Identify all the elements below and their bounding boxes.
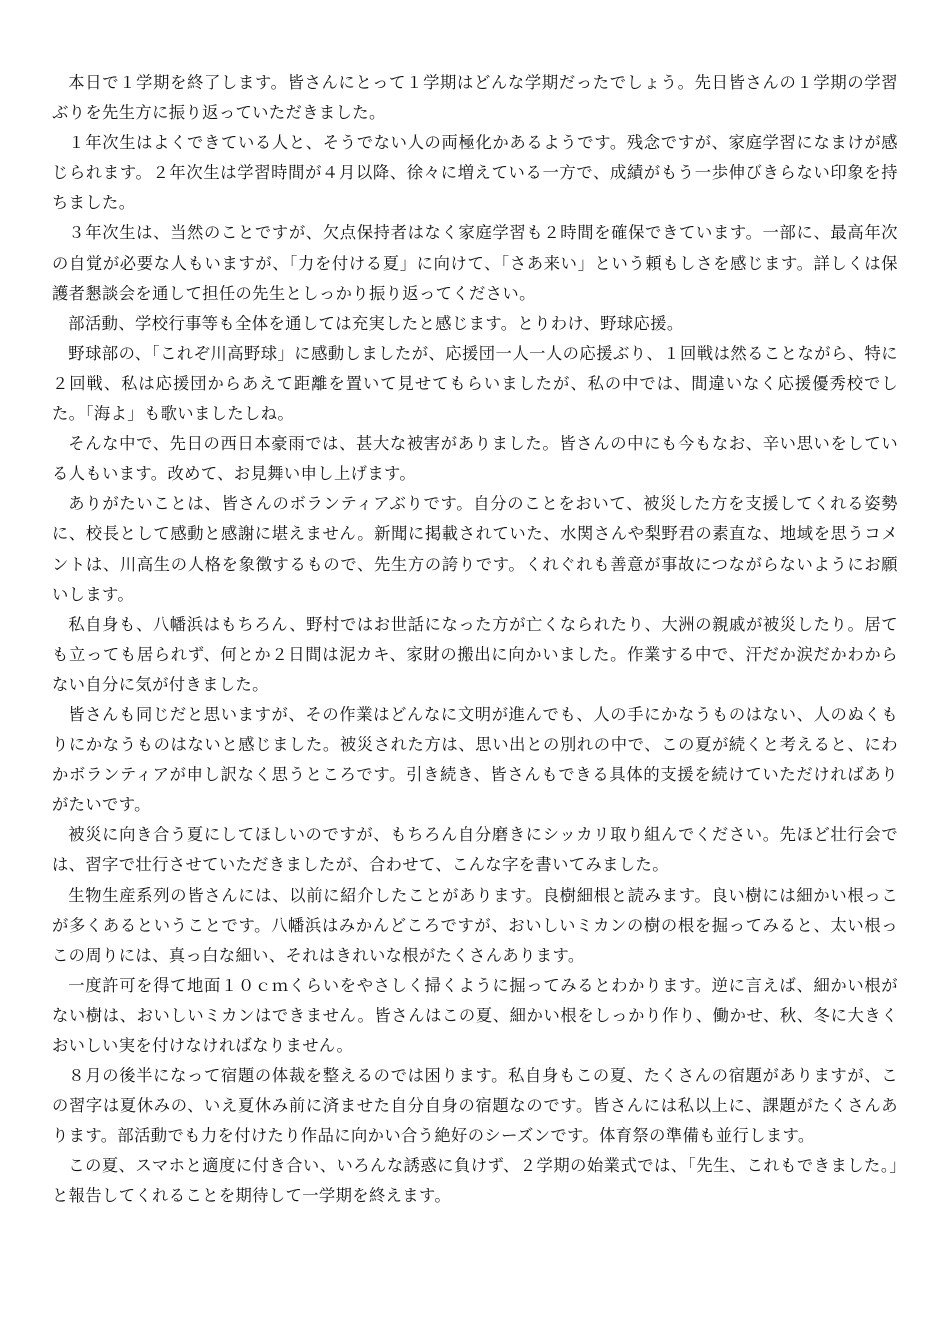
paragraph-6: そんな中で、先日の西日本豪雨では、甚大な被害がありました。皆さんの中にも今もなお、辛い思いをしている人もいます。改めて、お見舞い申し上げます。 [52, 434, 898, 484]
paragraph-11: 生物生産系列の皆さんには、以前に紹介したことがあります。良樹細根と読みます。良い樹には細かい根っこが多くあるということです。八幡浜はみかんどころですが、おいしいミカンの樹の根を掘ってみると、太い根っこの周りには、真っ白な細い、それはきれいな根がたくさんあります。 [52, 885, 898, 965]
paragraph-2: １年次生はよくできている人と、そうでない人の両極化かあるようです。残念ですが、家庭学習になまけが感じられます。２年次生は学習時間が４月以降、徐々に増えている一方で、成績がもう一歩伸びきらない印象を持ちました。 [52, 133, 898, 213]
document-body [52, 68, 898, 1212]
paragraph-4: 部活動、学校行事等も全体を通しては充実したと感じます。とりわけ、野球応援。 [68, 313, 684, 333]
paragraph-9: 皆さんも同じだと思いますが、その作業はどんなに文明が進んでも、人の手にかなうものはない、人のぬくもりにかなうものはないと感じました。被災された方は、思い出との別れの中で、この夏が続くと考えると、にわかボランティアが申し訳なく思うところです。引き続き、皆さんもできる具体的支援を続けていただければありがたいです。 [52, 704, 898, 815]
paragraph-8: 私自身も、八幡浜はもちろん、野村ではお世話になった方が亡くなられたり、大洲の親戚が被災したり。居ても立っても居られず、何とか２日間は泥カキ、家財の搬出に向かいました。作業する中で、汗だか涙だかわからない自分に気が付きました。 [52, 614, 898, 694]
paragraph-14: この夏、スマホと適度に付き合い、いろんな誘惑に負けず、２学期の始業式では、「先生、これもできました。」と報告してくれることを期待して一学期を終えます。 [52, 1156, 898, 1206]
paragraph-7: ありがたいことは、皆さんのボランティアぶりです。自分のことをおいて、被災した方を支援してくれる姿勢に、校長として感動と感謝に堪えません。新聞に掲載されていた、水関さんや梨野君の素直な、地域を思うコメントは、川高生の人格を象徴するもので、先生方の誇りです。くれぐれも善意が事故につながらないようにお願いします。 [52, 494, 898, 604]
paragraph-5: 野球部の、「これぞ川高野球」に感動しましたが、応援団一人一人の応援ぶり、１回戦は然ることながら、特に２回戦、私は応援団からあえて距離を置いて見せてもらいましたが、私の中では、間違いなく応援優秀校でした。「海よ」も歌いましたしね。 [52, 343, 898, 424]
paragraph-12: 一度許可を得て地面１０ｃｍくらいをやさしく掃くように掘ってみるとわかります。逆に言えば、細かい根がない樹は、おいしいミカンはできません。皆さんはこの夏、細かい根をしっかり作り、働かせ、秋、冬に大きくおいしい実を付けなければなりません。 [52, 975, 898, 1055]
paragraph-13: ８月の後半になって宿題の体裁を整えるのでは困ります。私自身もこの夏、たくさんの宿題がありますが、この習字は夏休みの、いえ夏休み前に済ませた自分自身の宿題なのです。皆さんには私以上に、課題がたくさんあります。部活動でも力を付けたり作品に向かい合う絶好のシーズンです。体育祭の準備も並行します。 [52, 1066, 898, 1146]
paragraph-1: 本日で１学期を終了します。皆さんにとって１学期はどんな学期だったでしょう。先日皆さんの１学期の学習ぶりを先生方に振り返っていただきました。 [52, 73, 898, 123]
paragraph-10: 被災に向き合う夏にしてほしいのですが、もちろん自分磨きにシッカリ取り組んでください。先ほど壮行会では、習字で壮行させていただきましたが、合わせて、こんな字を書いてみました。 [52, 825, 898, 875]
paragraph-3: ３年次生は、当然のことですが、欠点保持者はなく家庭学習も２時間を確保できています。一部に、最高年次の自覚が必要な人もいますが、「力を付ける夏」に向けて、「さあ来い」という頼もしさを感じます。詳しくは保護者懇談会を通して担任の先生としっかり振り返ってください。 [52, 223, 898, 303]
